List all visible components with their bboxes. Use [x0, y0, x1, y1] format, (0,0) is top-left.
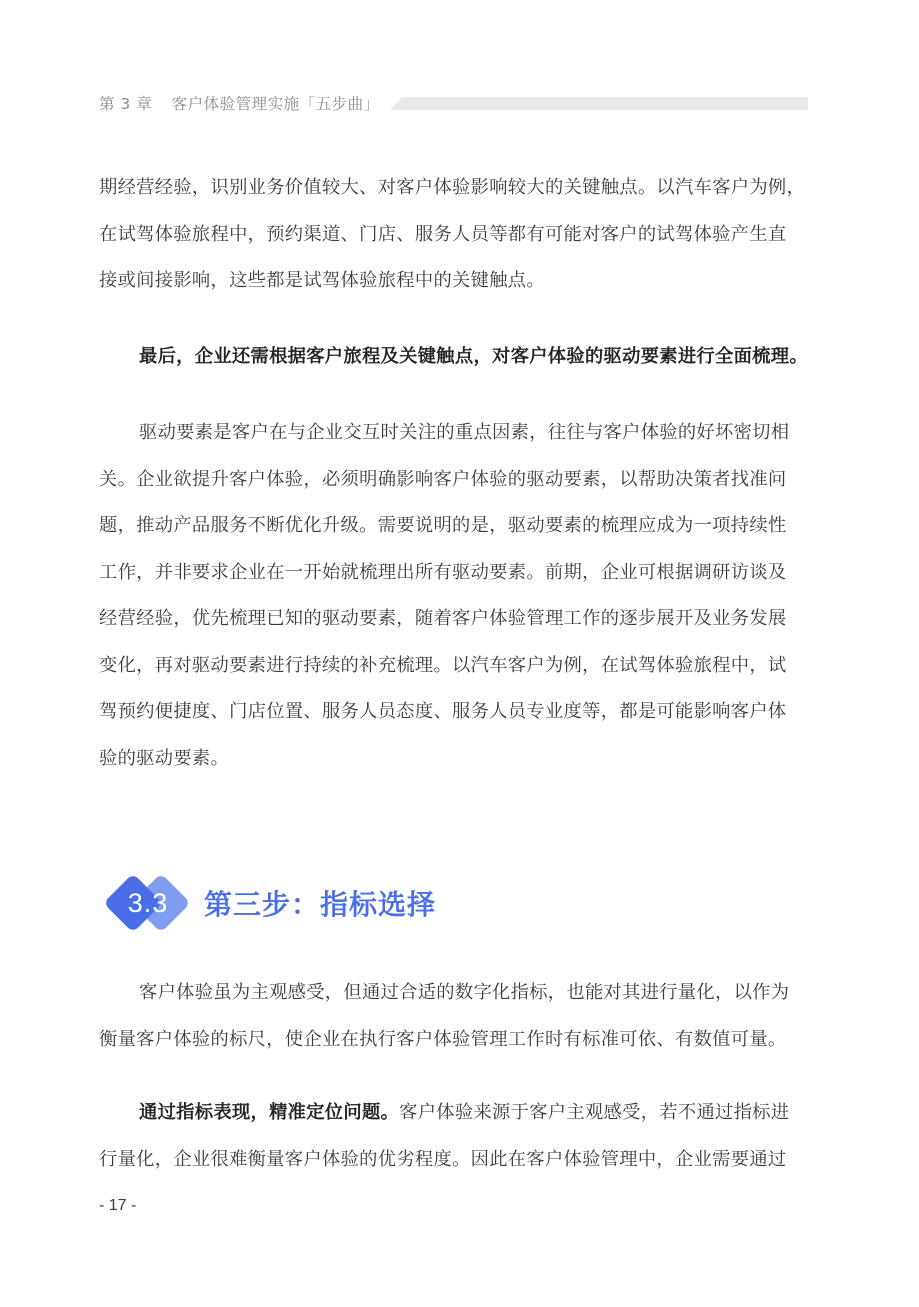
text-line: 验的驱动要素。: [99, 747, 230, 769]
text-segment: 客户体验来源于客户主观感受，若不通过指标进: [399, 1102, 790, 1123]
section-number-badge: [104, 872, 190, 934]
bold-lead-text: 通过指标表现，精准定位问题。: [139, 1102, 400, 1123]
section-title: 第三步：指标选择: [204, 888, 437, 921]
text-line: 衡量客户体验的标尺，使企业在执行客户体验管理工作时有标准可依、有数值可量。: [99, 1028, 787, 1050]
section-number: 3.3: [127, 888, 169, 918]
paragraph-key-touchpoints: [99, 165, 821, 305]
paragraph-bold-statement: [99, 334, 821, 381]
paragraph-locate-problems: [99, 1090, 821, 1183]
text-line: 驾预约便捷度、门店位置、服务人员态度、服务人员专业度等，都是可能影响客户体: [99, 701, 787, 722]
text-line: 经营经验，优先梳理已知的驱动要素，随着客户体验管理工作的逐步展开及业务发展: [99, 608, 787, 629]
section-heading: [104, 872, 436, 934]
header-decorative-bar: [390, 97, 808, 110]
text-line: 期经营经验，识别业务价值较大、对客户体验影响较大的关键触点。以汽车客户为例，: [99, 177, 806, 198]
paragraph-drivers: [99, 410, 821, 782]
running-header: [99, 94, 380, 114]
text-line: 关。企业欲提升客户体验，必须明确影响客户体验的驱动要素，以帮助决策者找准问: [99, 468, 787, 490]
page-number: - 17 -: [99, 1197, 137, 1214]
text-line: 题，推动产品服务不断优化升级。需要说明的是，驱动要素的梳理应成为一项持续性: [99, 515, 787, 536]
text-line: 变化，再对驱动要素进行持续的补充梳理。以汽车客户为例，在试驾体验旅程中，试: [99, 654, 787, 676]
text-line: 客户体验虽为主观感受，但通过合适的数字化指标，也能对其进行量化，以作为: [139, 982, 790, 1003]
text-line: 在试驾体验旅程中，预约渠道、门店、服务人员等都有可能对客户的试驾体验产生直: [99, 223, 787, 245]
text-line: 驱动要素是客户在与企业交互时关注的重点因素，往往与客户体验的好坏密切相: [139, 422, 790, 443]
paragraph-metrics-intro: [99, 970, 821, 1063]
chapter-label: 第 3 章: [99, 95, 153, 113]
bold-text-line: 最后，企业还需根据客户旅程及关键触点，对客户体验的驱动要素进行全面梳理。: [139, 346, 808, 367]
chapter-title: 客户体验管理实施「五步曲」: [171, 95, 380, 113]
text-line: [99, 1090, 821, 1137]
text-line: 接或间接影响，这些都是试驾体验旅程中的关键触点。: [99, 270, 545, 291]
text-line: 工作，并非要求企业在一开始就梳理出所有驱动要素。前期，企业可根据调研访谈及: [99, 561, 787, 583]
text-line: 行量化，企业很难衡量客户体验的优劣程度。因此在客户体验管理中，企业需要通过: [99, 1148, 787, 1170]
